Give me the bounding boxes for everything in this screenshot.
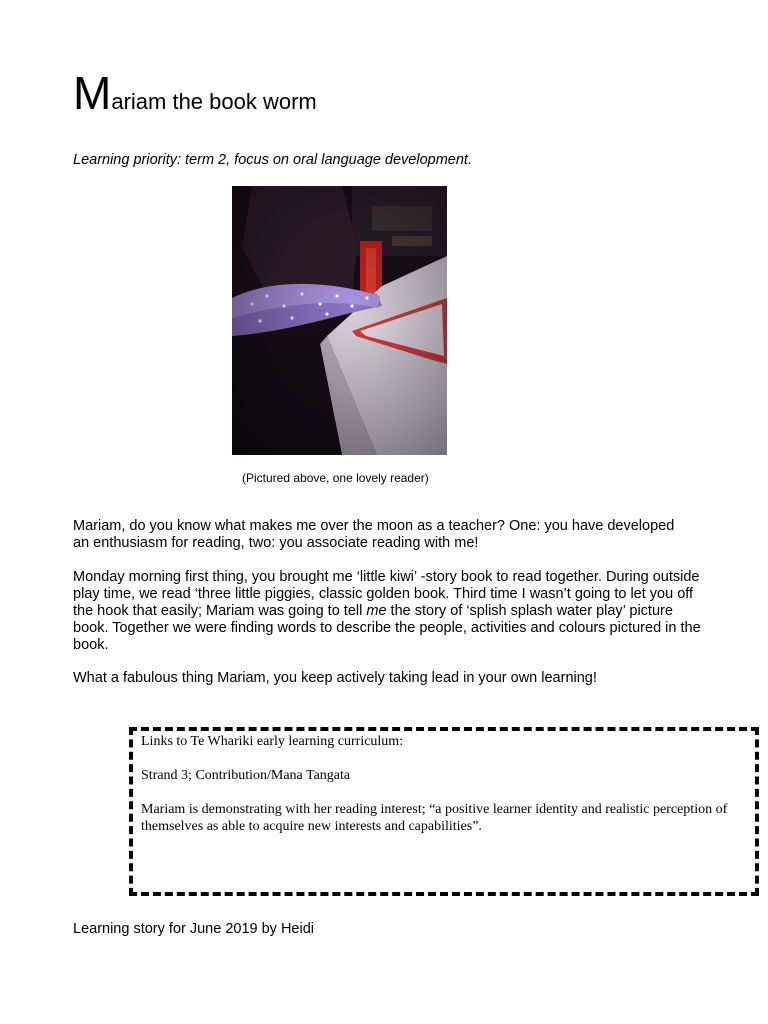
curriculum-strand: Strand 3; Contribution/Mana Tangata (141, 768, 351, 783)
title-initial: M (73, 67, 112, 119)
paragraph-story (73, 569, 703, 654)
paragraph-intro: Mariam, do you know what makes me over the moon as a teacher? One: you have developed an enthusiasm for reading, two: you associate reading with me! (73, 518, 675, 551)
story-emphasis-me: me (366, 603, 387, 619)
story-text-end: the story of ‘splish splash water play’ picture book. Together we were finding words to describe the people, activities and colours pictured in the book. (73, 603, 701, 653)
story-footer: Learning story for June 2019 by Heidi (73, 921, 315, 937)
paragraph-conclusion: What a fabulous thing Mariam, you keep actively taking lead in your own learning! (73, 670, 597, 686)
title-rest: ariam the book worm (111, 89, 317, 114)
reader-photo (232, 186, 447, 455)
curriculum-quote: Mariam is demonstrating with her reading interest; “a positive learner identity and realistic perception of themselves as able to acquire new interests and capabilities”. (141, 802, 728, 834)
photo-caption: (Pictured above, one lovely reader) (242, 471, 429, 485)
learning-priority: Learning priority: term 2, focus on oral language development. (73, 152, 472, 168)
story-text-start: Monday morning first thing, you brought me ‘little kiwi’ -story book to read together. During outside play time, we read ‘three little piggies, classic golden book. Third time I wasn’t going to let you off the hook that easily; Mariam was going to tell (73, 569, 700, 619)
curriculum-links-box (129, 727, 759, 896)
page-title (73, 67, 317, 119)
curriculum-heading: Links to Te Whariki early learning curriculum: (141, 734, 404, 749)
